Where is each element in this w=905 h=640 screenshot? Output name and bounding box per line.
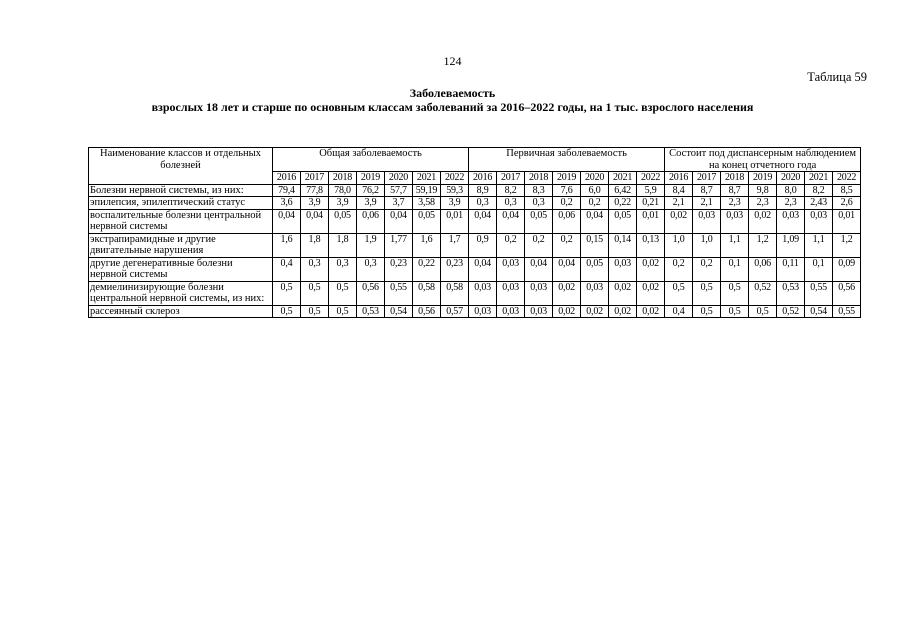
- value-cell: 3,9: [329, 197, 357, 210]
- value-cell: 8,5: [833, 184, 861, 197]
- value-cell: 8,0: [777, 184, 805, 197]
- value-cell: 0,4: [665, 305, 693, 318]
- year-header: 2021: [413, 172, 441, 185]
- value-cell: 1,7: [441, 233, 469, 257]
- page-number: 124: [443, 54, 462, 68]
- disease-name-cell: другие дегенеративные болезни нервной системы: [89, 257, 273, 281]
- value-cell: 0,5: [693, 281, 721, 305]
- table-row: [89, 197, 861, 210]
- year-header: 2017: [497, 172, 525, 185]
- value-cell: 0,04: [581, 209, 609, 233]
- title-line-1: Заболеваемость: [409, 86, 496, 100]
- value-cell: 8,7: [721, 184, 749, 197]
- title-line-2: взрослых 18 лет и старше по основным классам заболеваний за 2016–2022 годы, на 1 тыс. взрослого населения: [151, 100, 754, 114]
- value-cell: 0,04: [385, 209, 413, 233]
- value-cell: 1,2: [833, 233, 861, 257]
- value-cell: 0,3: [497, 197, 525, 210]
- value-cell: 0,04: [469, 257, 497, 281]
- value-cell: 1,1: [805, 233, 833, 257]
- value-cell: 8,2: [497, 184, 525, 197]
- value-cell: 0,03: [469, 281, 497, 305]
- value-cell: 0,02: [581, 305, 609, 318]
- disease-name-cell: рассеянный склероз: [89, 305, 273, 318]
- value-cell: 2,1: [665, 197, 693, 210]
- year-header: 2022: [441, 172, 469, 185]
- value-cell: 59,19: [413, 184, 441, 197]
- value-cell: 0,22: [413, 257, 441, 281]
- year-header: 2022: [833, 172, 861, 185]
- value-cell: 0,5: [721, 305, 749, 318]
- year-header: 2018: [721, 172, 749, 185]
- value-cell: 0,21: [637, 197, 665, 210]
- table-row: [89, 305, 861, 318]
- year-header: 2019: [357, 172, 385, 185]
- value-cell: 0,3: [329, 257, 357, 281]
- morbidity-table: [88, 147, 861, 318]
- value-cell: 0,2: [553, 233, 581, 257]
- value-cell: 0,23: [441, 257, 469, 281]
- value-cell: 0,5: [329, 305, 357, 318]
- name-column-header: Наименование классов и отдельных болезней: [89, 148, 273, 185]
- value-cell: 0,54: [805, 305, 833, 318]
- group-header-dispensary: Состоит под диспансерным наблюдением на конец отчетного года: [665, 148, 861, 172]
- value-cell: 0,5: [693, 305, 721, 318]
- value-cell: 0,55: [385, 281, 413, 305]
- year-header: 2016: [273, 172, 301, 185]
- value-cell: 0,1: [721, 257, 749, 281]
- value-cell: 1,6: [413, 233, 441, 257]
- value-cell: 3,9: [301, 197, 329, 210]
- value-cell: 0,06: [357, 209, 385, 233]
- value-cell: 1,09: [777, 233, 805, 257]
- value-cell: 0,5: [721, 281, 749, 305]
- value-cell: 0,5: [301, 305, 329, 318]
- table-label: Таблица 59: [807, 70, 867, 84]
- value-cell: 79,4: [273, 184, 301, 197]
- value-cell: 0,13: [637, 233, 665, 257]
- value-cell: 3,9: [441, 197, 469, 210]
- value-cell: 0,55: [833, 305, 861, 318]
- year-header: 2020: [581, 172, 609, 185]
- value-cell: 0,1: [805, 257, 833, 281]
- value-cell: 7,6: [553, 184, 581, 197]
- value-cell: 0,5: [301, 281, 329, 305]
- value-cell: 1,8: [301, 233, 329, 257]
- value-cell: 0,04: [301, 209, 329, 233]
- value-cell: 0,2: [497, 233, 525, 257]
- value-cell: 2,1: [693, 197, 721, 210]
- value-cell: 0,56: [833, 281, 861, 305]
- value-cell: 6,0: [581, 184, 609, 197]
- value-cell: 0,02: [609, 305, 637, 318]
- value-cell: 59,3: [441, 184, 469, 197]
- table-row: [89, 281, 861, 305]
- value-cell: 0,03: [525, 305, 553, 318]
- value-cell: 3,6: [273, 197, 301, 210]
- value-cell: 0,03: [525, 281, 553, 305]
- value-cell: 0,03: [497, 257, 525, 281]
- value-cell: 0,5: [665, 281, 693, 305]
- value-cell: 8,7: [693, 184, 721, 197]
- value-cell: 0,53: [777, 281, 805, 305]
- value-cell: 0,2: [581, 197, 609, 210]
- year-header: 2016: [665, 172, 693, 185]
- value-cell: 0,06: [553, 209, 581, 233]
- year-header: 2018: [525, 172, 553, 185]
- value-cell: 0,9: [469, 233, 497, 257]
- year-header: 2019: [553, 172, 581, 185]
- value-cell: 1,77: [385, 233, 413, 257]
- value-cell: 2,6: [833, 197, 861, 210]
- value-cell: 0,2: [525, 233, 553, 257]
- value-cell: 0,03: [721, 209, 749, 233]
- value-cell: 0,5: [273, 281, 301, 305]
- value-cell: 0,3: [301, 257, 329, 281]
- value-cell: 1,0: [665, 233, 693, 257]
- value-cell: 1,2: [749, 233, 777, 257]
- value-cell: 0,55: [805, 281, 833, 305]
- value-cell: 0,04: [525, 257, 553, 281]
- value-cell: 0,02: [553, 305, 581, 318]
- value-cell: 0,03: [805, 209, 833, 233]
- year-header: 2020: [777, 172, 805, 185]
- value-cell: 78,0: [329, 184, 357, 197]
- value-cell: 3,7: [385, 197, 413, 210]
- value-cell: 0,56: [413, 305, 441, 318]
- value-cell: 0,04: [469, 209, 497, 233]
- value-cell: 0,57: [441, 305, 469, 318]
- value-cell: 0,5: [749, 305, 777, 318]
- year-header: 2020: [385, 172, 413, 185]
- value-cell: 0,52: [777, 305, 805, 318]
- value-cell: 0,01: [833, 209, 861, 233]
- year-header: 2016: [469, 172, 497, 185]
- value-cell: 0,05: [581, 257, 609, 281]
- value-cell: 0,05: [329, 209, 357, 233]
- value-cell: 0,3: [469, 197, 497, 210]
- value-cell: 0,3: [357, 257, 385, 281]
- value-cell: 1,6: [273, 233, 301, 257]
- value-cell: 0,02: [637, 305, 665, 318]
- value-cell: 2,43: [805, 197, 833, 210]
- value-cell: 0,58: [441, 281, 469, 305]
- value-cell: 8,4: [665, 184, 693, 197]
- value-cell: 0,11: [777, 257, 805, 281]
- value-cell: 2,3: [721, 197, 749, 210]
- value-cell: 0,5: [329, 281, 357, 305]
- value-cell: 1,9: [357, 233, 385, 257]
- value-cell: 8,2: [805, 184, 833, 197]
- value-cell: 9,8: [749, 184, 777, 197]
- value-cell: 0,03: [693, 209, 721, 233]
- table-row: [89, 257, 861, 281]
- value-cell: 0,06: [749, 257, 777, 281]
- group-header-row: [89, 148, 861, 172]
- value-cell: 0,04: [553, 257, 581, 281]
- value-cell: 0,5: [273, 305, 301, 318]
- year-header: 2019: [749, 172, 777, 185]
- value-cell: 0,03: [609, 257, 637, 281]
- value-cell: 0,4: [273, 257, 301, 281]
- value-cell: 3,58: [413, 197, 441, 210]
- disease-name-cell: эпилепсия, эпилептический статус: [89, 197, 273, 210]
- value-cell: 0,03: [777, 209, 805, 233]
- value-cell: 77,8: [301, 184, 329, 197]
- value-cell: 0,58: [413, 281, 441, 305]
- value-cell: 0,02: [637, 257, 665, 281]
- value-cell: 0,2: [693, 257, 721, 281]
- value-cell: 1,0: [693, 233, 721, 257]
- value-cell: 0,05: [413, 209, 441, 233]
- value-cell: 0,3: [525, 197, 553, 210]
- table-row: [89, 184, 861, 197]
- value-cell: 0,2: [665, 257, 693, 281]
- value-cell: 0,03: [469, 305, 497, 318]
- value-cell: 0,53: [357, 305, 385, 318]
- value-cell: 8,3: [525, 184, 553, 197]
- group-header-total: Общая заболеваемость: [273, 148, 469, 172]
- group-header-primary: Первичная заболеваемость: [469, 148, 665, 172]
- value-cell: 2,3: [777, 197, 805, 210]
- value-cell: 3,9: [357, 197, 385, 210]
- value-cell: 6,42: [609, 184, 637, 197]
- value-cell: 8,9: [469, 184, 497, 197]
- table-body: [89, 184, 861, 318]
- value-cell: 2,3: [749, 197, 777, 210]
- year-header: 2021: [805, 172, 833, 185]
- value-cell: 0,09: [833, 257, 861, 281]
- table-row: [89, 233, 861, 257]
- table-row: [89, 209, 861, 233]
- value-cell: 0,22: [609, 197, 637, 210]
- year-header: 2022: [637, 172, 665, 185]
- value-cell: 0,02: [665, 209, 693, 233]
- value-cell: 0,14: [609, 233, 637, 257]
- value-cell: 1,8: [329, 233, 357, 257]
- value-cell: 0,2: [553, 197, 581, 210]
- value-cell: 76,2: [357, 184, 385, 197]
- value-cell: 0,04: [497, 209, 525, 233]
- value-cell: 0,01: [441, 209, 469, 233]
- value-cell: 0,03: [497, 305, 525, 318]
- disease-name-cell: демиелинизирующие болезни центральной нервной системы, из них:: [89, 281, 273, 305]
- value-cell: 0,23: [385, 257, 413, 281]
- value-cell: 0,01: [637, 209, 665, 233]
- value-cell: 0,54: [385, 305, 413, 318]
- value-cell: 0,02: [637, 281, 665, 305]
- value-cell: 5,9: [637, 184, 665, 197]
- disease-name-cell: экстрапирамидные и другие двигательные нарушения: [89, 233, 273, 257]
- disease-name-cell: Болезни нервной системы, из них:: [89, 184, 273, 197]
- value-cell: 0,56: [357, 281, 385, 305]
- value-cell: 1,1: [721, 233, 749, 257]
- year-header: 2018: [329, 172, 357, 185]
- year-header: 2017: [693, 172, 721, 185]
- value-cell: 0,02: [553, 281, 581, 305]
- value-cell: 0,02: [749, 209, 777, 233]
- disease-name-cell: воспалительные болезни центральной нервной системы: [89, 209, 273, 233]
- value-cell: 0,05: [525, 209, 553, 233]
- year-header: 2017: [301, 172, 329, 185]
- value-cell: 0,04: [273, 209, 301, 233]
- value-cell: 0,03: [497, 281, 525, 305]
- year-header: 2021: [609, 172, 637, 185]
- value-cell: 0,15: [581, 233, 609, 257]
- value-cell: 0,52: [749, 281, 777, 305]
- table-title: [0, 86, 905, 114]
- value-cell: 0,03: [581, 281, 609, 305]
- value-cell: 0,05: [609, 209, 637, 233]
- value-cell: 0,02: [609, 281, 637, 305]
- value-cell: 57,7: [385, 184, 413, 197]
